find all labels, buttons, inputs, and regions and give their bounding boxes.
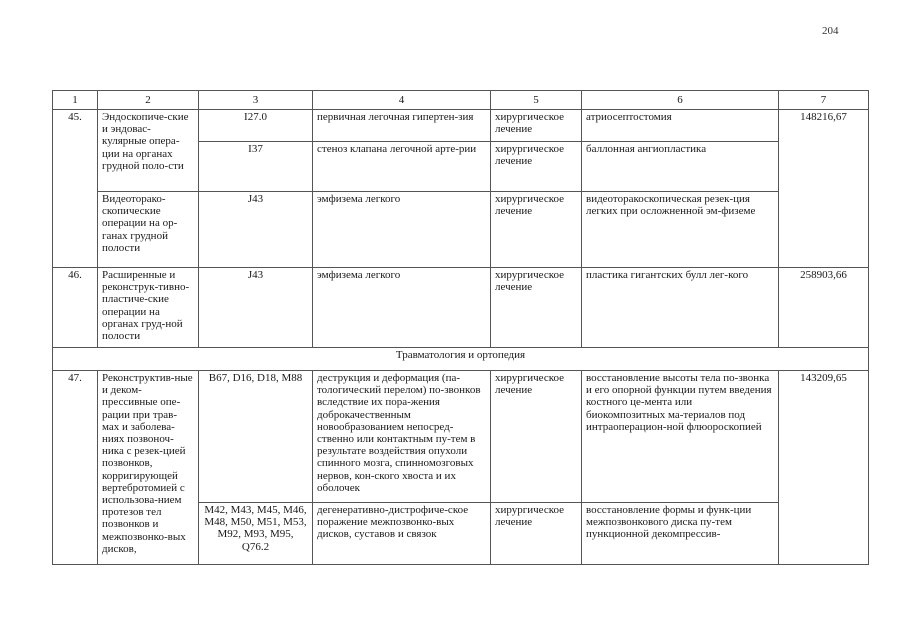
procedure-group: Эндоскопиче-ские и эндовас-кулярные опера-ции на органах грудной поло-сти bbox=[98, 110, 199, 192]
table-row bbox=[53, 110, 869, 142]
row-number: 46. bbox=[53, 268, 98, 348]
diagnosis: стеноз клапана легочной арте-рии bbox=[313, 142, 491, 192]
treatment-type: хирургическое лечение bbox=[491, 268, 582, 348]
icd-codes: J43 bbox=[199, 192, 313, 268]
icd-codes: J43 bbox=[199, 268, 313, 348]
diagnosis: эмфизема легкого bbox=[313, 268, 491, 348]
column-header: 3 bbox=[199, 91, 313, 110]
medical-tariff-table bbox=[52, 90, 869, 565]
treatment-method: восстановление формы и функ-ции межпозвонкового диска пу-тем пункционной декомпрессив- bbox=[582, 503, 779, 565]
row-number: 47. bbox=[53, 371, 98, 565]
column-header: 7 bbox=[779, 91, 869, 110]
diagnosis: первичная легочная гипертен-зия bbox=[313, 110, 491, 142]
procedure-group: Реконструктив-ные и деком-прессивные опе-рации при трав-мах и заболева-ниях позвоноч-ника с резек-цией позвонков, корригирующей вертебротомией с использова-нием протезов тел позвонков и межпозвонко-вых дисков, bbox=[98, 371, 199, 565]
page-number: 204 bbox=[822, 25, 839, 37]
table-row bbox=[53, 268, 869, 348]
treatment-method: восстановление высоты тела по-звонка и его опорной функции путем введения костного це-мента или биокомпозитных ма-териалов под интраоперацион-ной флюороскопией bbox=[582, 371, 779, 503]
treatment-type: хирургическое лечение bbox=[491, 142, 582, 192]
table-row bbox=[53, 371, 869, 503]
column-header: 4 bbox=[313, 91, 491, 110]
row-number: 45. bbox=[53, 110, 98, 268]
treatment-type: хирургическое лечение bbox=[491, 371, 582, 503]
column-header: 6 bbox=[582, 91, 779, 110]
column-numbers-row bbox=[53, 91, 869, 110]
table-row bbox=[53, 192, 869, 268]
icd-codes: B67, D16, D18, M88 bbox=[199, 371, 313, 503]
diagnosis: дегенеративно-дистрофиче-ское поражение межпозвонко-вых дисков, суставов и связок bbox=[313, 503, 491, 565]
treatment-type: хирургическое лечение bbox=[491, 192, 582, 268]
diagnosis: эмфизема легкого bbox=[313, 192, 491, 268]
icd-codes: I37 bbox=[199, 142, 313, 192]
icd-codes: I27.0 bbox=[199, 110, 313, 142]
treatment-method: пластика гигантских булл лег-кого bbox=[582, 268, 779, 348]
price: 148216,67 bbox=[779, 110, 869, 268]
column-header: 2 bbox=[98, 91, 199, 110]
treatment-type: хирургическое лечение bbox=[491, 110, 582, 142]
procedure-group: Видеоторако-скопические операции на ор-ганах грудной полости bbox=[98, 192, 199, 268]
treatment-method: атриосептостомия bbox=[582, 110, 779, 142]
section-title: Травматология и ортопедия bbox=[53, 348, 869, 371]
diagnosis: деструкция и деформация (па-тологический перелом) по-звонков вследствие их пора-жения доброкачественным новообразованием непосред-ственно или контактным пу-тем в результате воздействия опухоли спинного мозга, спинномозговых нервов, кон-ского хвоста и их оболочек bbox=[313, 371, 491, 503]
price: 258903,66 bbox=[779, 268, 869, 348]
price: 143209,65 bbox=[779, 371, 869, 565]
column-header: 5 bbox=[491, 91, 582, 110]
treatment-method: видеоторакоскопическая резек-ция легких при осложненной эм-физеме bbox=[582, 192, 779, 268]
treatment-type: хирургическое лечение bbox=[491, 503, 582, 565]
column-header: 1 bbox=[53, 91, 98, 110]
section-row bbox=[53, 348, 869, 371]
procedure-group: Расширенные и реконструк-тивно-пластиче-ские операции на органах груд-ной полости bbox=[98, 268, 199, 348]
icd-codes: M42, M43, M45, M46, M48, M50, M51, M53, M92, M93, M95, Q76.2 bbox=[199, 503, 313, 565]
treatment-method: баллонная ангиопластика bbox=[582, 142, 779, 192]
